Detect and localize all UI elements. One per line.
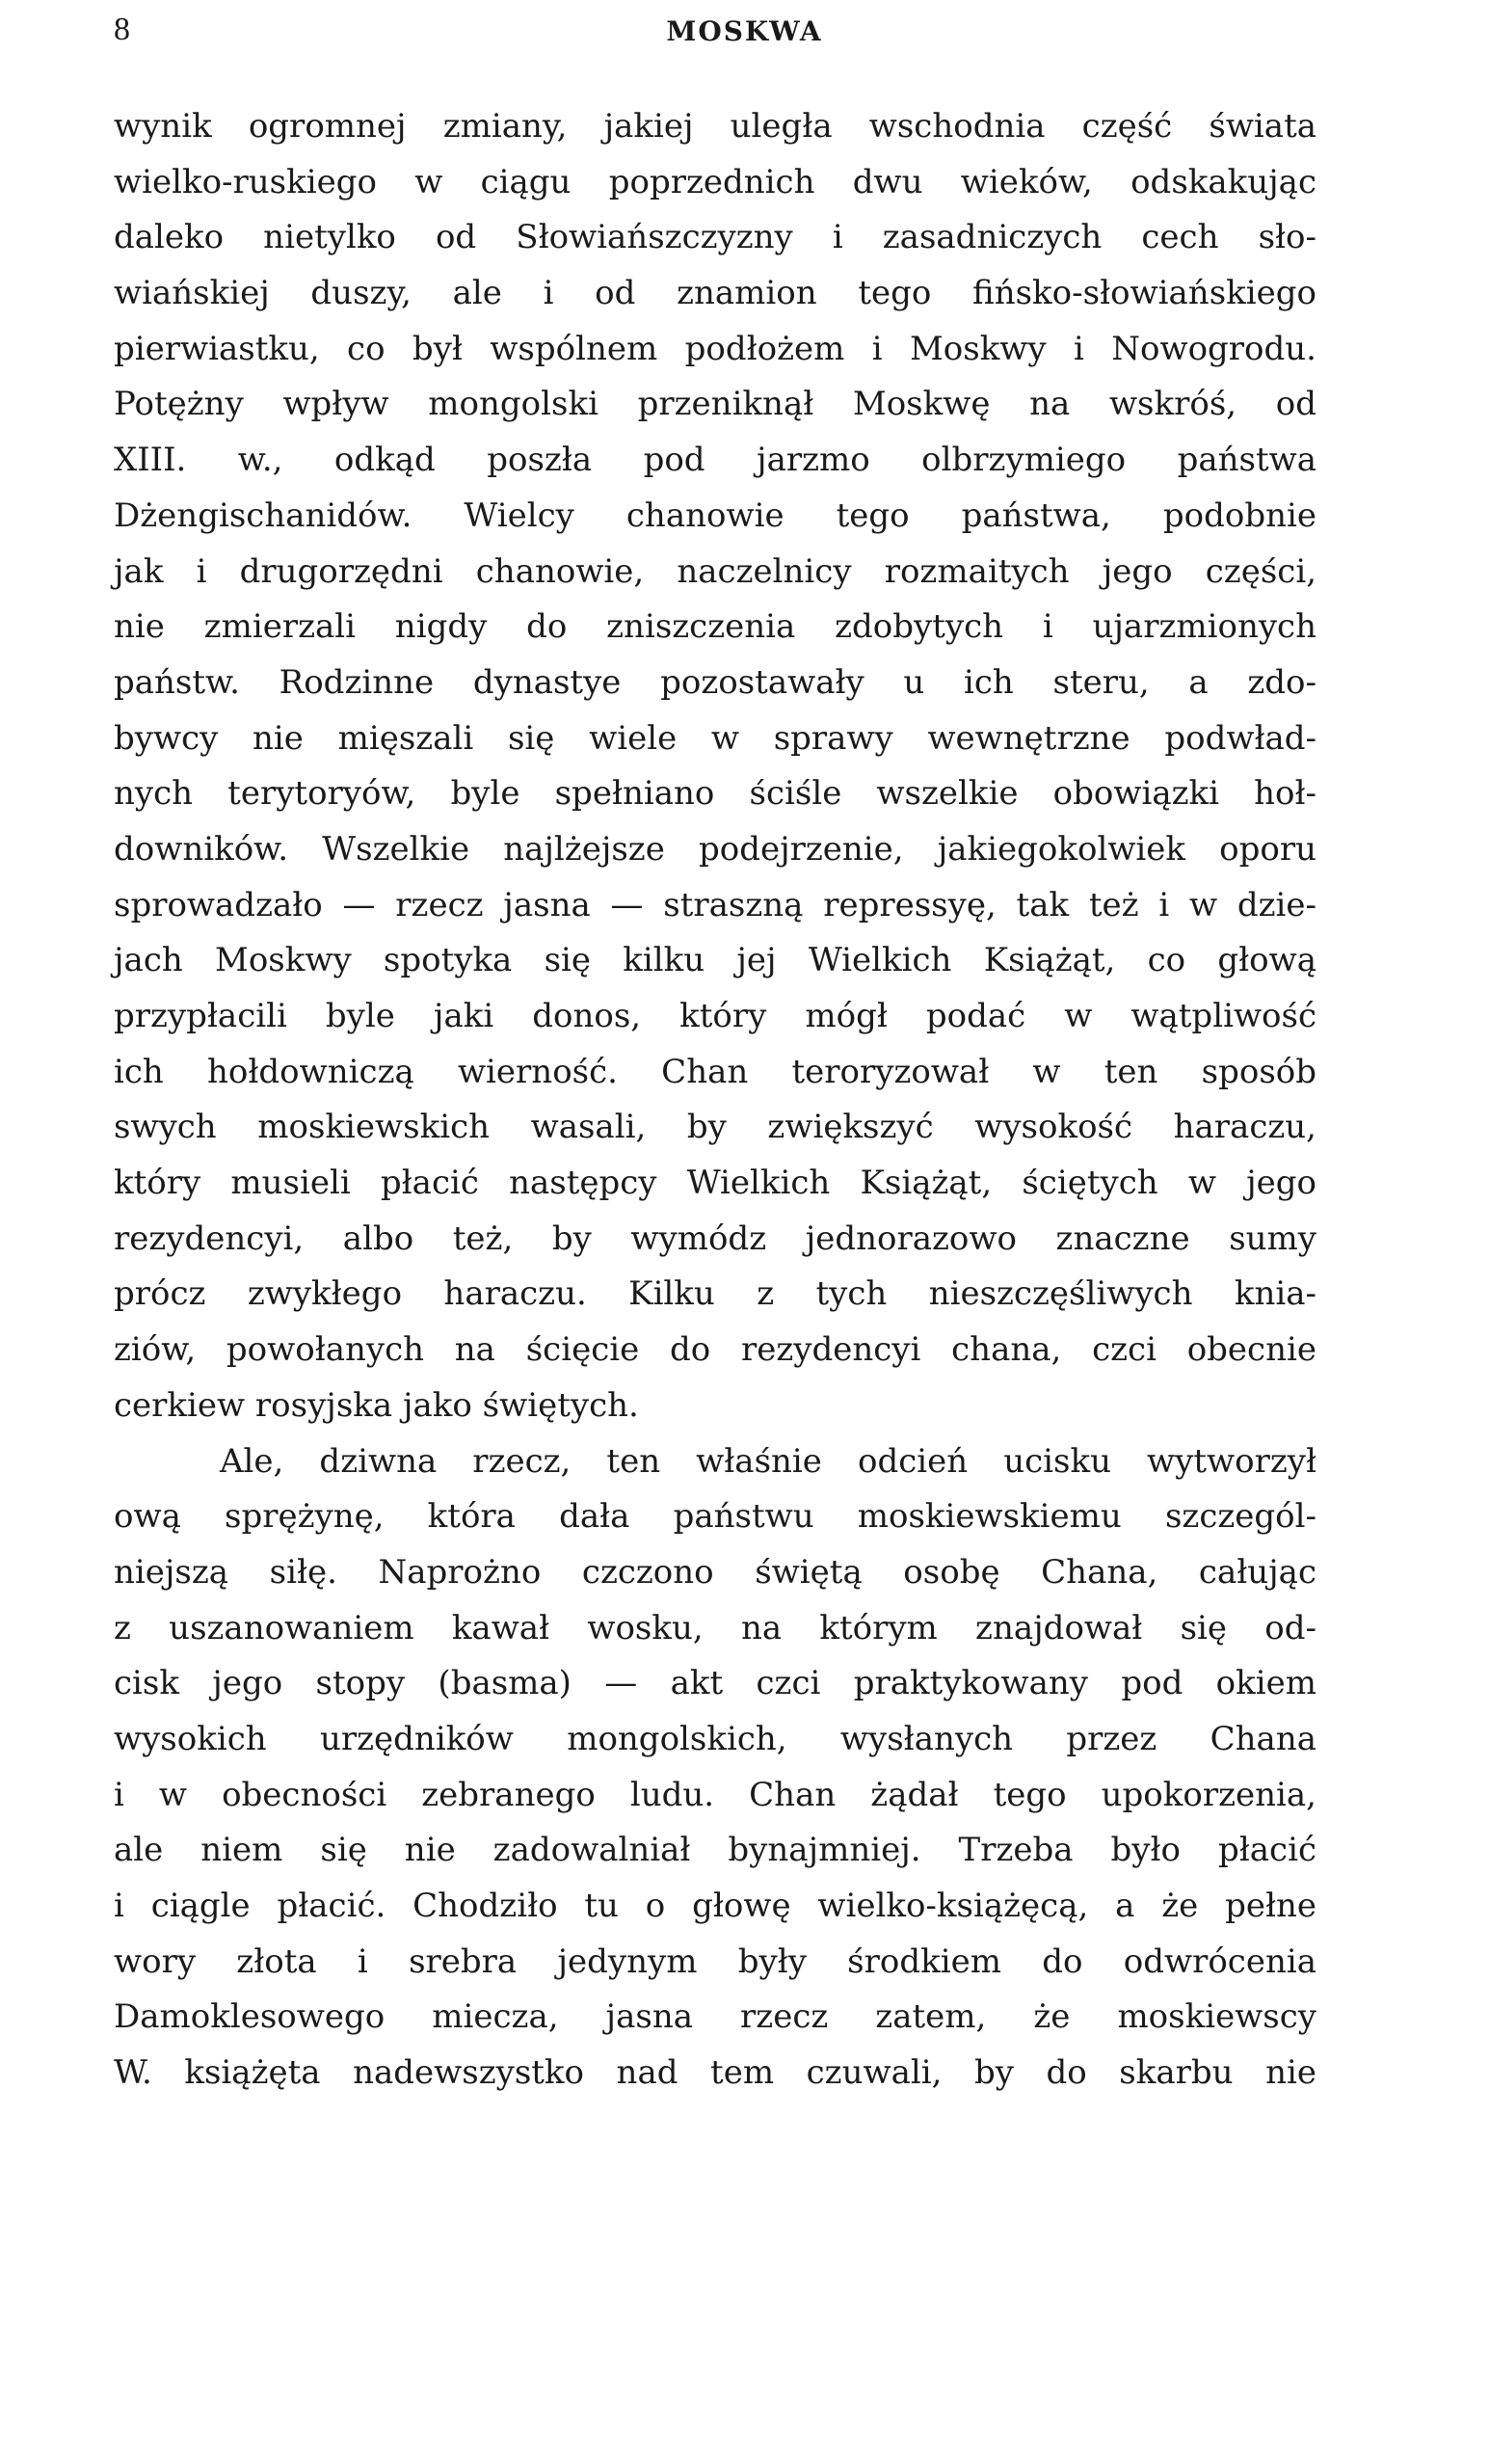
text-line: z uszanowaniem kawał wosku, na którym znajdował się od- [114,1608,1316,1647]
text-line: nych terytoryów, byle spełniano ściśle wszelkie obowiązki hoł- [114,774,1316,814]
text-line: ową sprężynę, która dała państwu moskiewskiemu szczegól- [114,1497,1316,1537]
paragraph-start-line: Ale, dziwna rzecz, ten właśnie odcień ucisku wytworzył [220,1441,1316,1481]
text-line: jak i drugorzędni chanowie, naczelnicy rozmaitych jego części, [114,551,1316,591]
text-line: i ciągle płacić. Chodziło tu o głowę wielko-książęcą, a że pełne [114,1887,1316,1925]
page-body [114,99,1316,2102]
text-line: wiańskiej duszy, ale i od znamion tego fińsko-słowiańskiego [114,274,1316,313]
text-line: prócz zwykłego haraczu. Kilku z tych nieszczęśliwych knia- [114,1274,1316,1314]
text-line: XIII. w., odkąd poszła pod jarzmo olbrzymiego państwa [114,441,1316,480]
text-line: który musieli płacić następcy Wielkich Książąt, ściętych w jego [114,1164,1316,1203]
text-line: daleko nietylko od Słowiańszczyzny i zasadniczych cech sło- [114,218,1316,257]
text-line: swych moskiewskich wasali, by zwiększyć wysokość haraczu, [114,1108,1316,1147]
text-line: i w obecności zebranego ludu. Chan żądał tego upokorzenia, [114,1775,1316,1814]
text-line: państw. Rodzinne dynastye pozostawały u ich steru, a zdo- [114,662,1316,702]
text-line: wielko-ruskiego w ciągu poprzednich dwu wieków, odskakując [114,162,1316,201]
text-line: cisk jego stopy (basma) — akt czci praktykowany pod okiem [114,1664,1316,1703]
paragraph-end-line: cerkiew rosyjska jako świętych. [114,1385,639,1425]
text-line: jach Moskwy spotyka się kilku jej Wielkich Książąt, co głową [114,941,1316,980]
text-line: downików. Wszelkie najlżejsze podejrzenie, jakiegokolwiek oporu [114,829,1316,869]
text-line: wysokich urzędników mongolskich, wysłanych przez Chana [114,1719,1316,1758]
text-line: przypłacili byle jaki donos, który mógł podać w wątpliwość [114,997,1316,1035]
text-line: wory złota i srebra jedynym były środkiem do odwrócenia [114,1942,1316,1981]
text-line: Potężny wpływ mongolski przeniknął Moskwę na wskróś, od [114,385,1316,424]
text-line: bywcy nie mięszali się wiele w sprawy wewnętrzne podwład- [114,718,1316,758]
text-line: ich hołdowniczą wierność. Chan teroryzował w ten sposób [114,1052,1316,1091]
text-line: sprowadzało — rzecz jasna — straszną repressyę, tak też i w dzie- [114,885,1316,924]
text-line: niejszą siłę. Naprożno czczono świętą osobę Chana, całując [114,1552,1316,1592]
running-title: MOSKWA [666,15,823,47]
text-line: nie zmierzali nigdy do zniszczenia zdobytych i ujarzmionych [114,607,1316,647]
text-line: rezydencyi, albo też, by wymódz jednorazowo znaczne sumy [114,1219,1316,1258]
text-line: Dżengischanidów. Wielcy chanowie tego państwa, podobnie [114,495,1316,535]
text-line: ale niem się nie zadowalniał bynajmniej. Trzeba było płacić [114,1831,1316,1870]
text-line: wynik ogromnej zmiany, jakiej uległa wschodnia część świata [114,107,1316,146]
text-line: ziów, powołanych na ścięcie do rezydencyi chana, czci obecnie [114,1330,1316,1370]
text-line: Damoklesowego miecza, jasna rzecz zatem, że moskiewscy [114,1997,1316,2037]
text-line: W. książęta nadewszystko nad tem czuwali, by do skarbu nie [114,2053,1316,2093]
page-header [0,6,1489,54]
page-number: 8 [114,12,130,47]
text-line: pierwiastku, co był wspólnem podłożem i Moskwy i Nowogrodu. [114,329,1316,368]
